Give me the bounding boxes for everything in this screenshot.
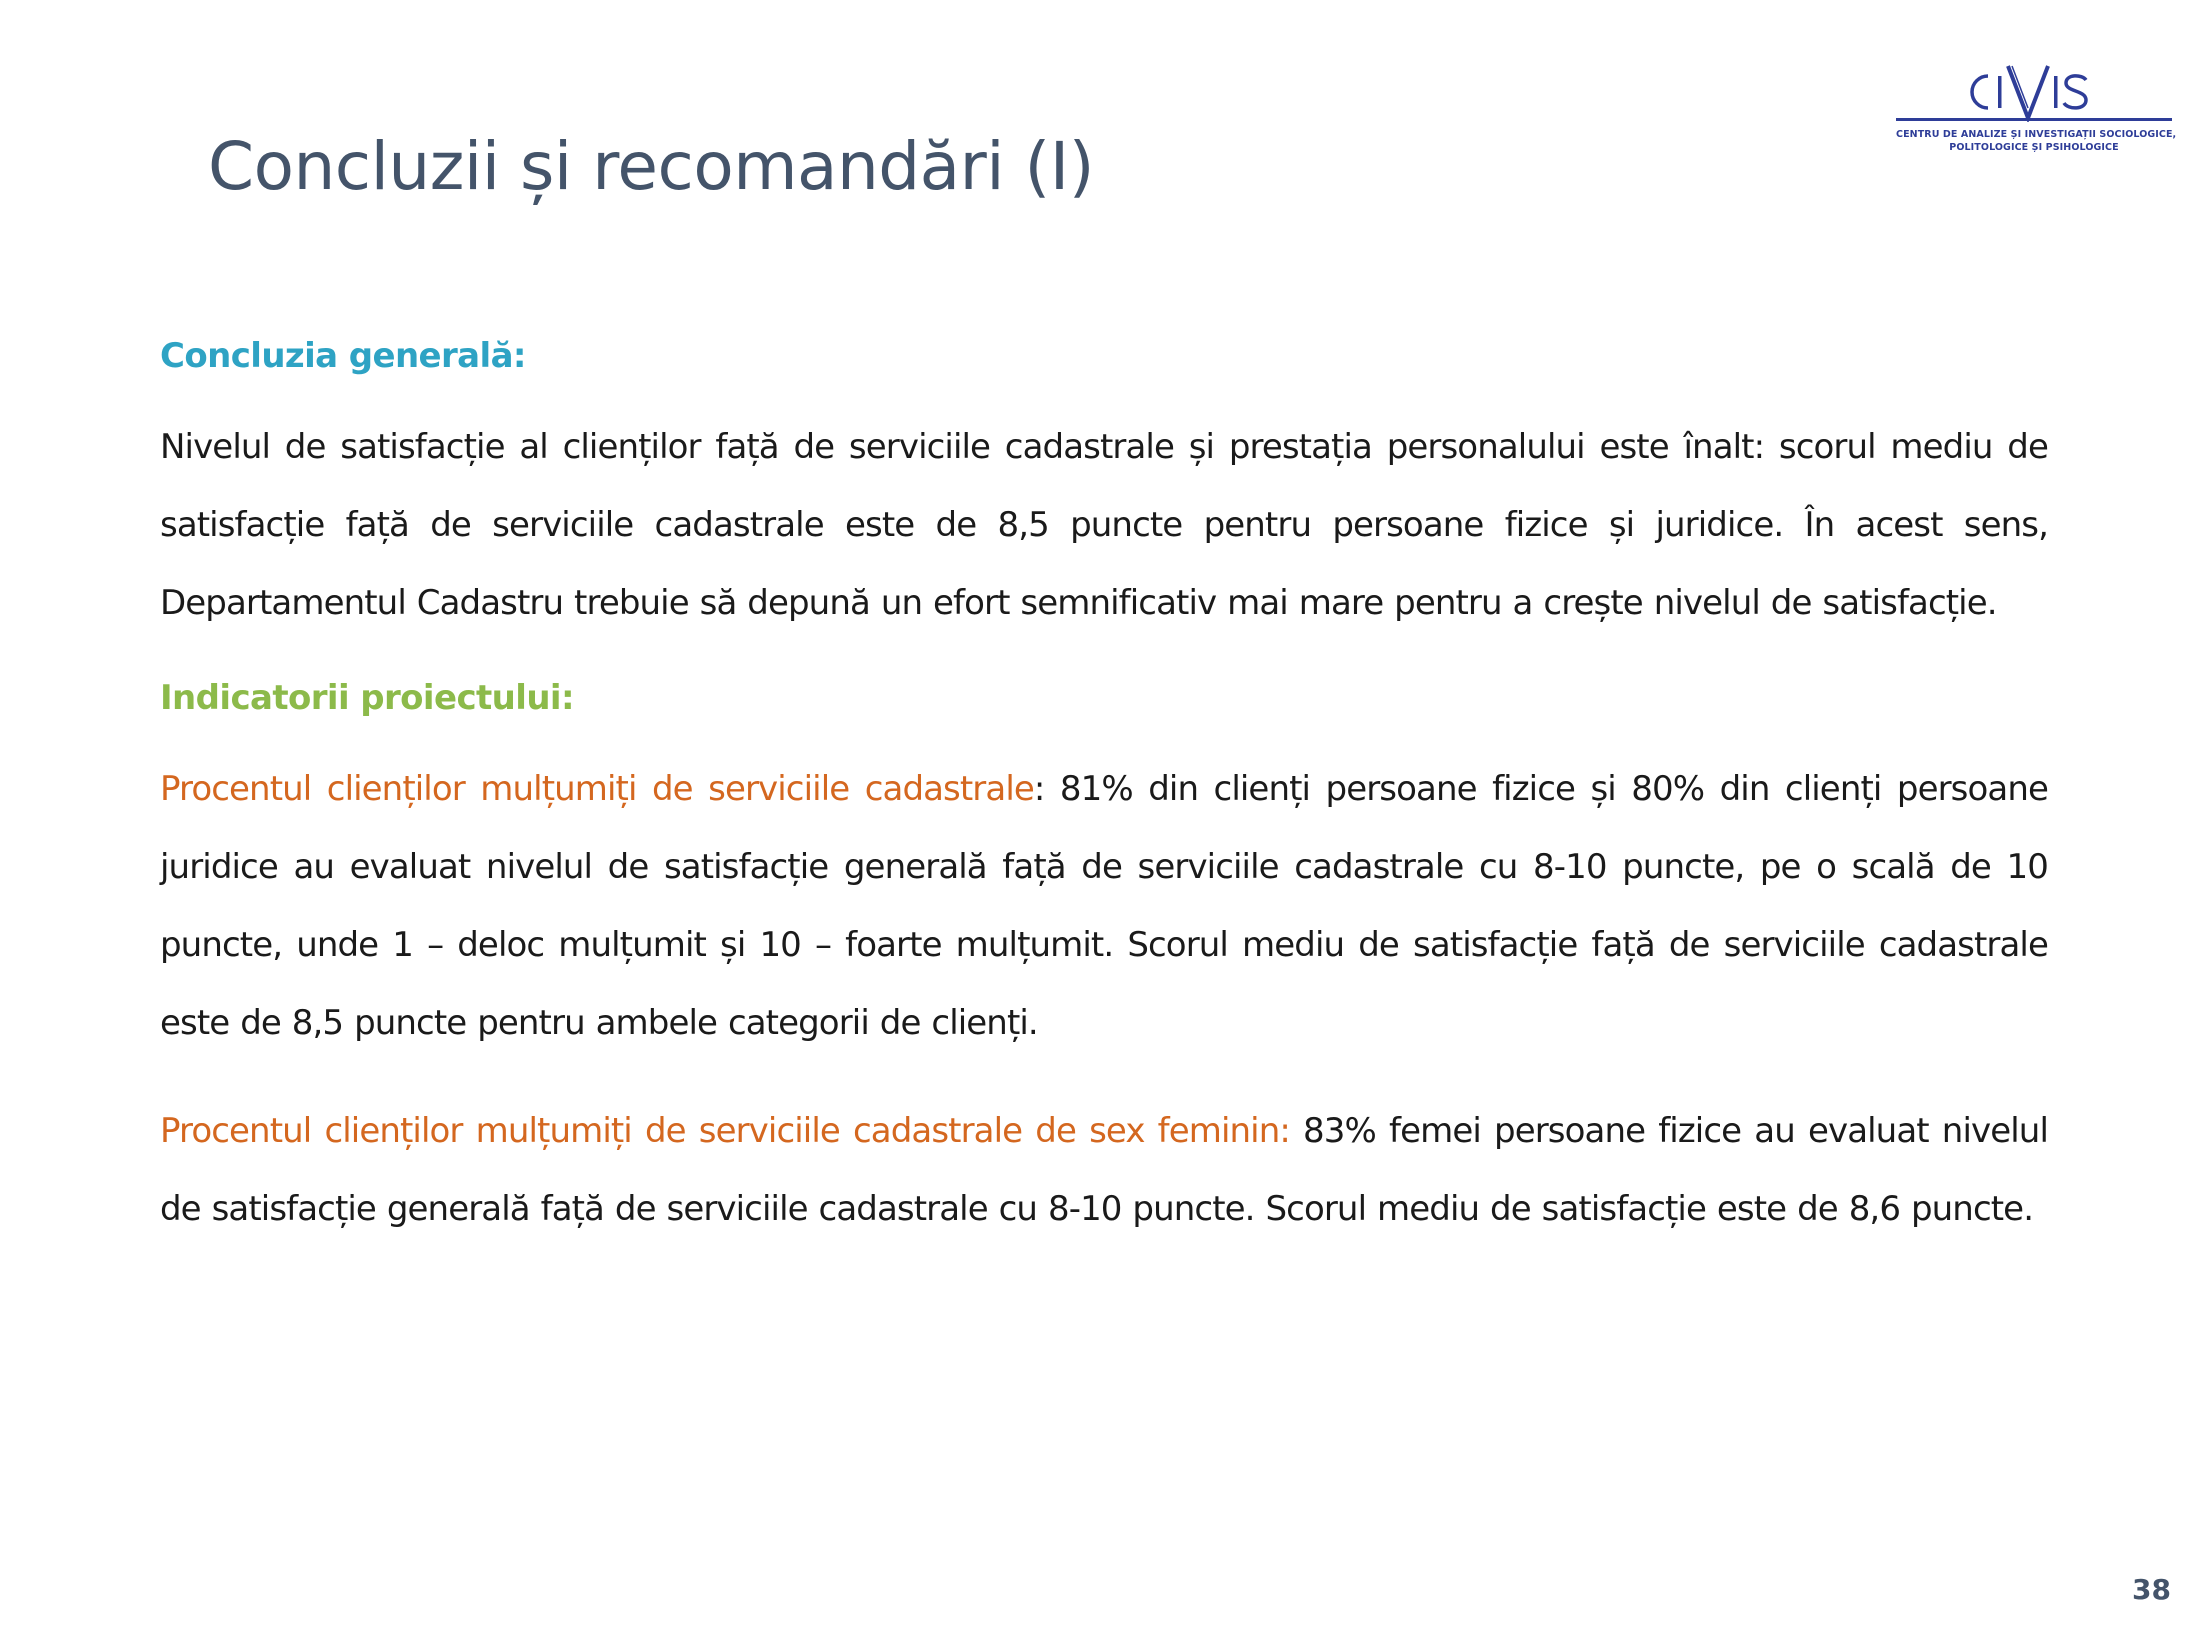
general-conclusion-paragraph: Nivelul de satisfacție al clienților față de serviciile cadastrale și prestația personalului este înalt: scorul mediu de satisfacție față de serviciile cadastrale este de 8,5 puncte pentru persoane fizice și juridice. În acest sens, Departamentul Cadastru trebuie să depună un efort semnificativ mai mare pentru a crește nivelul de satisfacție.: [160, 427, 2048, 623]
page-number: 38: [2132, 1573, 2171, 1606]
indicator-paragraph-2: [160, 1092, 2048, 1248]
civis-logo: [1896, 62, 2177, 162]
civis-logo-mark: [1958, 62, 2114, 122]
logo-rule: [1896, 118, 2172, 121]
logo-subtitle: [1896, 128, 2177, 154]
general-conclusion-heading: Concluzia generală:: [160, 336, 526, 376]
slide-title: Concluzii și recomandări (I): [208, 128, 1095, 205]
indicator-lead-1: Procentul clienților mulțumiți de serviciile cadastrale: [160, 769, 1034, 809]
logo-subtitle-line1: CENTRU DE ANALIZE ȘI INVESTIGAȚII SOCIOLOGICE,: [1896, 129, 2177, 140]
logo-subtitle-line2: POLITOLOGICE ȘI PSIHOLOGICE: [1949, 142, 2119, 153]
indicator-text-1: : 81% din clienți persoane fizice și 80% din clienți persoane juridice au evaluat nivelul de satisfacție generală față de serviciile cadastrale cu 8-10 puncte, pe o scală de 10 puncte, unde 1 – deloc mulțumit și 10 – foarte mulțumit. Scorul mediu de satisfacție față de serviciile cadastrale este de 8,5 puncte pentru ambele categorii de clienți.: [160, 769, 2048, 1043]
indicator-paragraph-1: [160, 750, 2048, 1062]
indicator-lead-2: Procentul clienților mulțumiți de serviciile cadastrale de sex feminin:: [160, 1111, 1290, 1151]
indicator-text-2: 83% femei persoane fizice au evaluat nivelul de satisfacție generală față de serviciile cadastrale cu 8-10 puncte. Scorul mediu de satisfacție este de 8,6 puncte.: [160, 1111, 2048, 1229]
project-indicators-heading: Indicatorii proiectului:: [160, 678, 574, 718]
slide-content: [160, 330, 2048, 1278]
